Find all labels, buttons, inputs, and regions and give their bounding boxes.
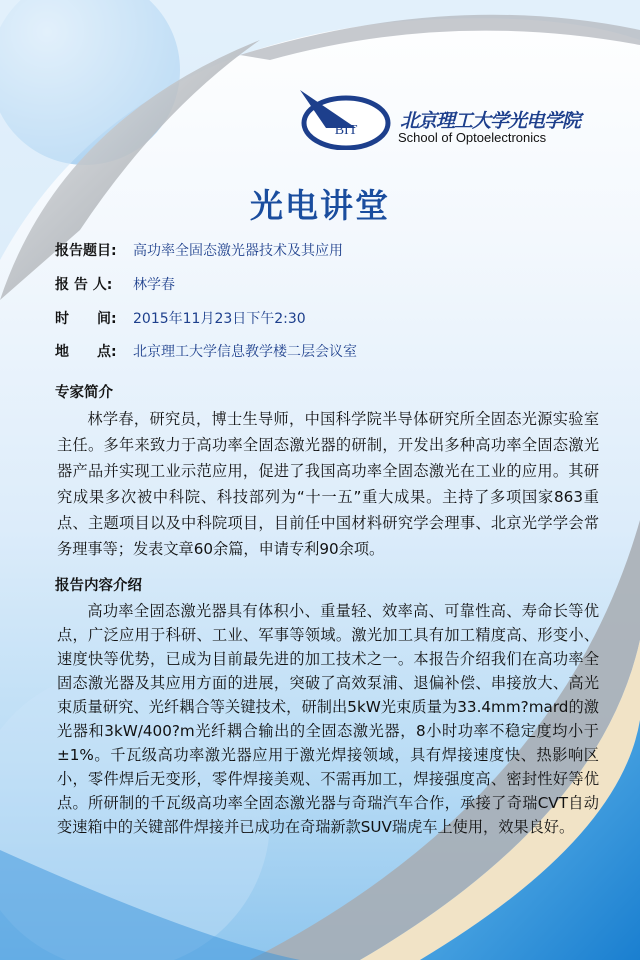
info-value: 高功率全固态激光器技术及其应用 bbox=[133, 243, 343, 259]
info-label: 报 告 人: bbox=[55, 277, 113, 293]
info-row-location bbox=[55, 341, 357, 361]
info-value: 北京理工大学信息教学楼二层会议室 bbox=[133, 344, 357, 360]
info-label: 地 点: bbox=[55, 344, 117, 360]
info-row-time bbox=[55, 308, 306, 328]
school-name-en: School of Optoelectronics bbox=[398, 130, 547, 145]
page-title: 光电讲堂 bbox=[250, 186, 390, 225]
info-value: 林学春 bbox=[133, 277, 175, 293]
section-heading-abstract: 报告内容介绍 bbox=[55, 578, 142, 594]
section-body-bio: 林学春，研究员，博士生导师，中国科学院半导体研究所全固态光源实验室主任。多年来致力于高功率全固态激光器的研制，开发出多种高功率全固态激光器产品并实现工业示范应用，促进了我国高功率全固态激光在工业的应用。其研究成果多次被中科院、科技部列为“十一五”重大成果。主持了多项国家863重点、主题项目以及中科院项目，目前任中国材料研究学会理事、北京光学学会常务理事等；发表文章60余篇，申请专利90余项。 bbox=[57, 410, 599, 558]
section-heading-bio: 专家简介 bbox=[55, 385, 113, 401]
info-label: 报告题目: bbox=[55, 243, 117, 259]
info-value: 2015年11月23日下午2:30 bbox=[133, 311, 306, 327]
logo-emblem-text: BIT bbox=[334, 123, 358, 138]
school-name-cn: 北京理工大学光电学院 bbox=[400, 110, 581, 132]
section-body-abstract: 高功率全固态激光器具有体积小、重量轻、效率高、可靠性高、寿命长等优点，广泛应用于科研、工业、军事等领域。激光加工具有加工精度高、形变小、速度快等优势，已成为目前最先进的加工技术之一。本报告介绍我们在高功率全固态激光器及其应用方面的进展，突破了高效泵浦、退偏补偿、串接放大、高光束质量研究、光纤耦合等关键技术，研制出5kW光束质量为33.4mm?mard的激光器和3kW/400?m光纤耦合输出的全固态激光器，8小时功率不稳定度均小于±1%。千瓦级高功率激光器应用于激光焊接领域，具有焊接速度快、热影响区小，零件焊后无变形，零件焊接美观、不需再加工，焊接强度高、密封性好等优点。所研制的千瓦级高功率全固态激光器与奇瑞汽车合作，承接了奇瑞CVT自动变速箱中的关键部件焊接并已成功在奇瑞新款SUV瑞虎车上使用，效果良好。 bbox=[57, 602, 599, 836]
info-row-speaker bbox=[55, 274, 175, 294]
info-label: 时 间: bbox=[55, 311, 117, 327]
info-row-topic bbox=[55, 240, 343, 260]
